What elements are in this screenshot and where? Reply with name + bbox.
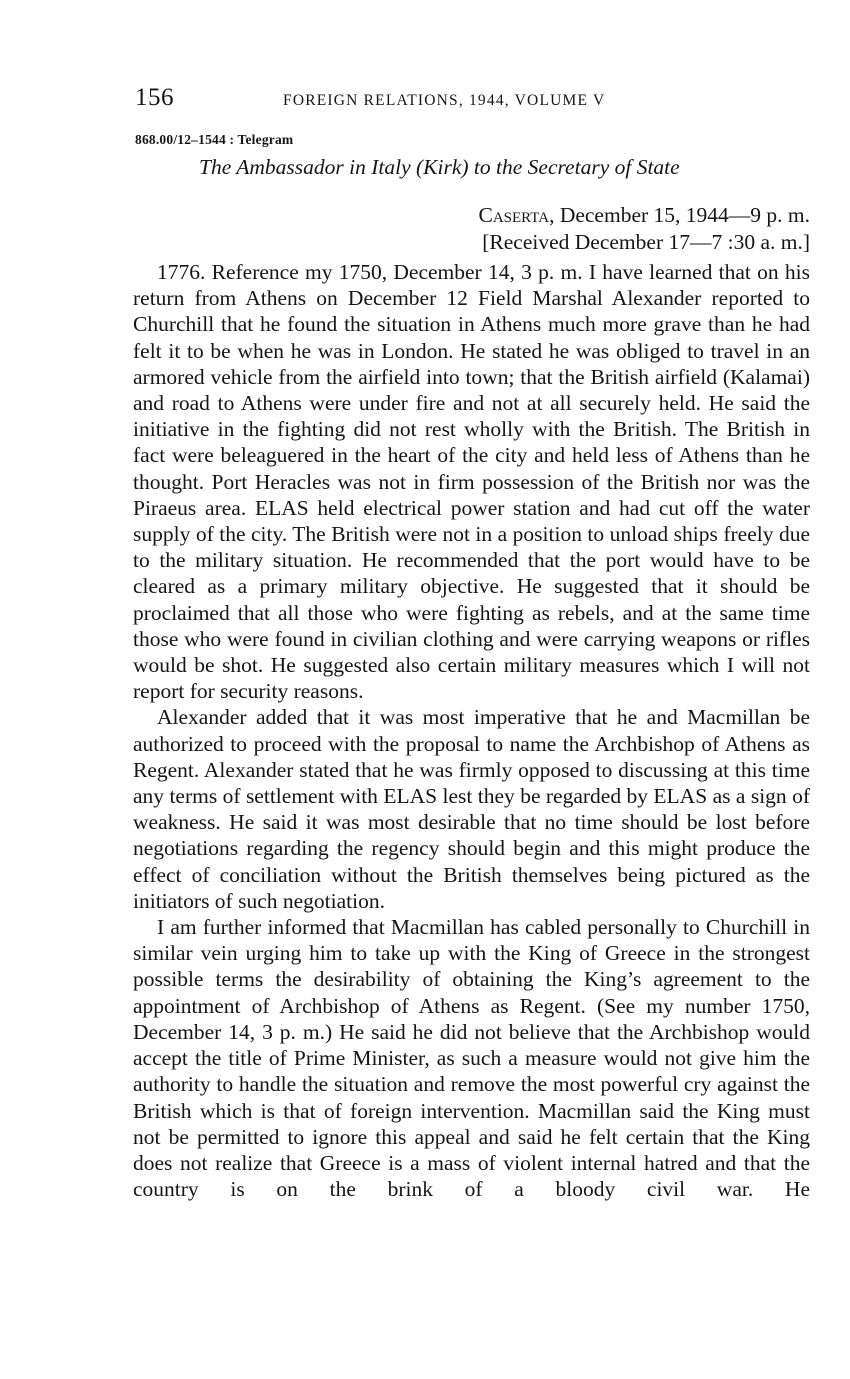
dateline-place: Caserta xyxy=(478,203,550,227)
running-title: FOREIGN RELATIONS, 1944, VOLUME V xyxy=(283,92,606,109)
paragraph-3: I am further informed that Macmillan has cabled personally to Churchill in similar vein urging him to take up with the King of Greece in the strongest possible terms the desirability of obtaining the King’s agreement to the appointment of Archbishop of Athens as Regent. (See my number 1750, December 14, 3 p. m.) He said he did not believe that the Archbishop would accept the title of Prime Minister, as such a measure would not give him the authority to handle the situation and remove the most powerful cry against the British which is that of foreign intervention. Macmillan said the King must not be permitted to ignore this appeal and said he felt certain that the King does not realize that Greece is a mass of violent internal hatred and that the country is on the brink of a bloody civil war. He xyxy=(133,915,810,1202)
sent-line xyxy=(478,202,810,229)
paragraph-1: 1776. Reference my 1750, December 14, 3 p. m. I have learned that on his return from Athens on December 12 Field Marshal Alexander reported to Churchill that he found the situation in Athens much more grave than he had felt it to be when he was in London. He stated he was obliged to travel in an armored vehicle from the airfield into town; that the British airfield (Kalamai) and road to Athens were under fire and not at all securely held. He said the initiative in the fighting did not rest wholly with the British. The British in fact were beleaguered in the heart of the city and held less of Athens than he thought. Port Heracles was not in firm possession of the British nor was the Piraeus area. ELAS held electrical power station and had cut off the water supply of the city. The British were not in a position to unload ships freely due to the military situation. He recommended that the port would have to be cleared as a primary military objective. He suggested that it should be proclaimed that all those who were fighting as rebels, and at the same time those who were found in civilian clothing and were carrying weapons or rifles would be shot. He suggested also certain military measures which I will not report for security reasons. xyxy=(133,260,810,704)
paragraph-2: Alexander added that it was most imperative that he and Macmillan be authorized to proceed with the proposal to name the Archbishop of Athens as Regent. Alexander stated that he was firmly opposed to discussing at this time any terms of settlement with ELAS lest they be regarded by ELAS as a sign of weakness. He said it was most desirable that no time should be lost before negotiations regarding the regency should begin and this might produce the effect of conciliation without the British themselves being pictured as the initiators of such negotiation. xyxy=(133,705,810,913)
dateline xyxy=(478,202,810,256)
document-title: The Ambassador in Italy (Kirk) to the Secretary of State xyxy=(199,155,680,179)
page-number: 156 xyxy=(135,84,174,111)
telegram-body xyxy=(133,259,810,1202)
received-line: [Received December 17—7 :30 a. m.] xyxy=(482,230,810,254)
dateline-date: , December 15, 1944—9 p. m. xyxy=(549,203,810,227)
document-reference: 868.00/12–1544 : Telegram xyxy=(135,132,294,147)
